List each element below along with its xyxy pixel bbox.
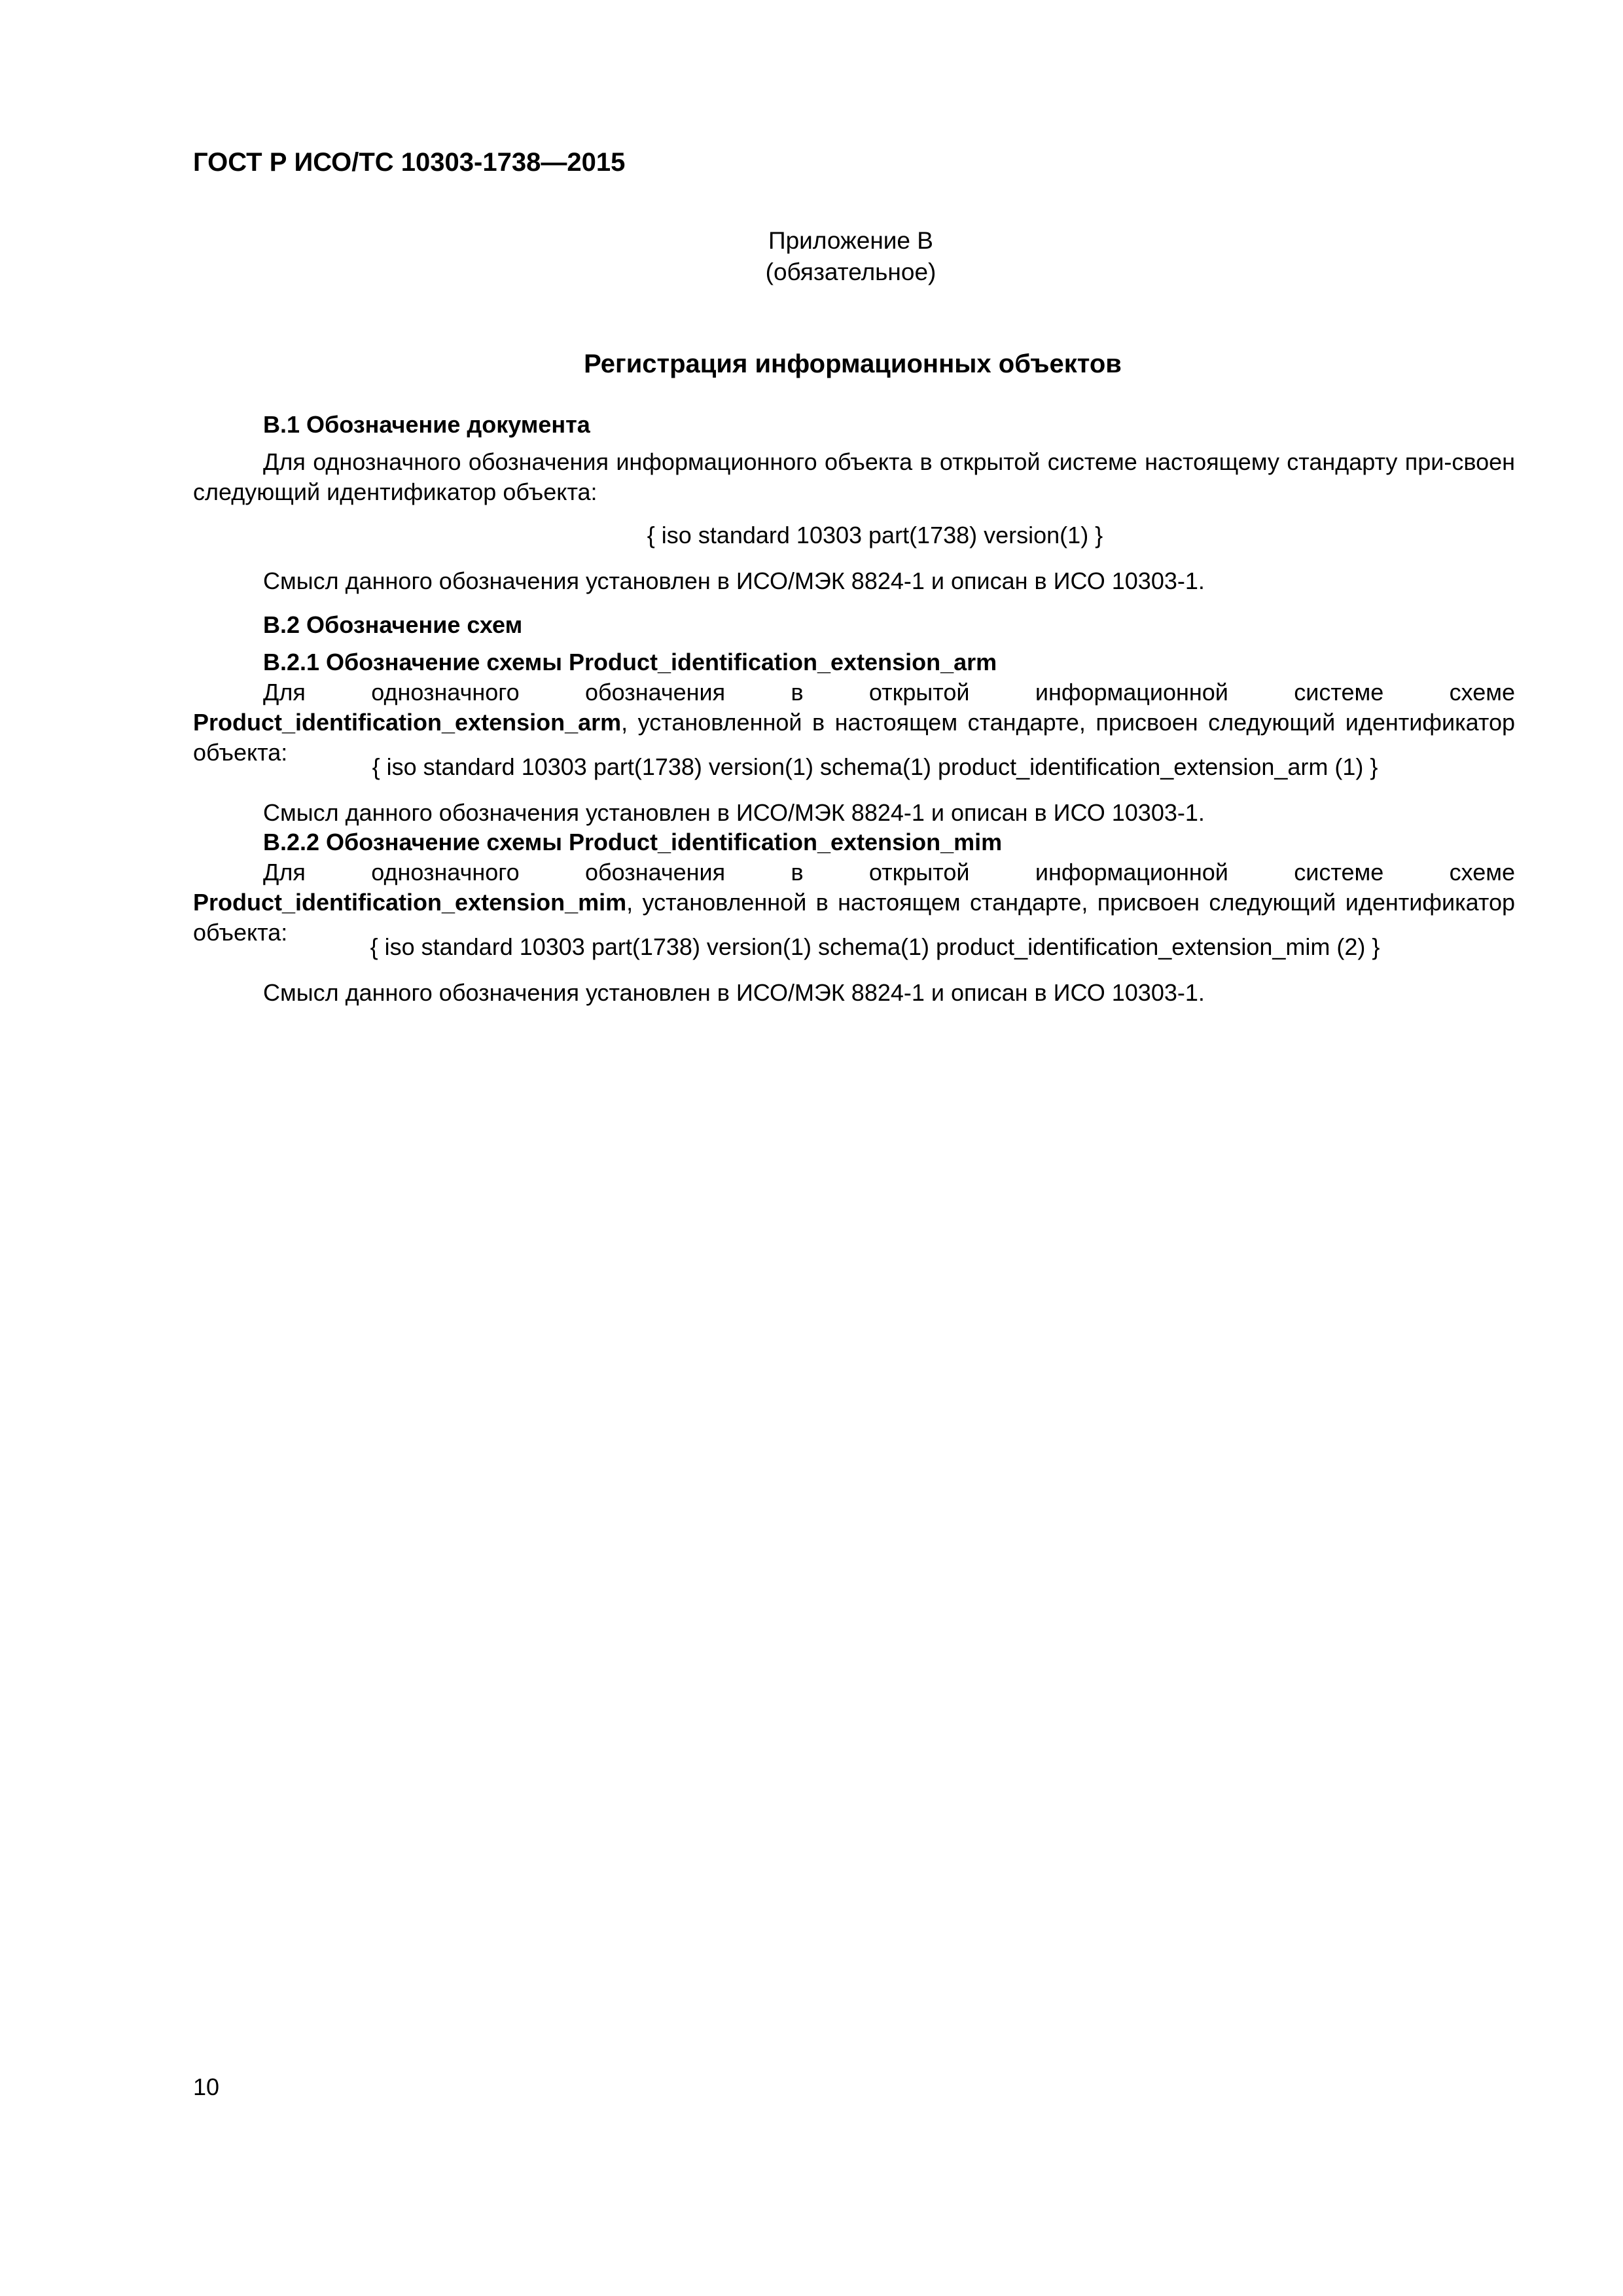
section-b22-identifier-block [193, 932, 1515, 962]
standard-code-header: ГОСТ Р ИСО/ТС 10303-1738—2015 [193, 148, 626, 177]
object-identifier: { iso standard 10303 part(1738) version(1) } [647, 522, 1103, 548]
paragraph-end: , установленной в настоящем стандарте, присвоен следующий идентификатор объекта: [193, 889, 1515, 946]
paragraph-end: , установленной в настоящем стандарте, присвоен следующий идентификатор объекта: [193, 709, 1515, 766]
section-b22 [193, 827, 1515, 948]
section-note: Смысл данного обозначения установлен в ИСО/МЭК 8824-1 и описан в ИСО 10303-1. [263, 979, 1205, 1006]
appendix-status: (обязательное) [765, 259, 936, 285]
schema-name: Product_identification_extension_arm [193, 709, 622, 736]
section-note: Смысл данного обозначения установлен в ИСО/МЭК 8824-1 и описан в ИСО 10303-1. [263, 567, 1205, 594]
section-heading: В.2.1 Обозначение схемы Product_identification_extension_arm [263, 649, 997, 675]
section-b1-body [193, 447, 1515, 507]
section-paragraph: Для однозначного обозначения информационного объекта в открытой системе настоящему стандарту при-своен следующий идентификатор объекта: [193, 448, 1515, 505]
schema-name: Product_identification_extension_mim [193, 889, 627, 916]
section-b21-note-block [193, 798, 1515, 828]
page-number: 10 [193, 2073, 220, 2100]
appendix-title: Регистрация информационных объектов [584, 350, 1122, 378]
section-heading: В.2.2 Обозначение схемы Product_identification_extension_mim [263, 829, 1003, 855]
object-identifier: { iso standard 10303 part(1738) version(1) schema(1) product_identification_extension_arm (1) } [372, 753, 1378, 780]
section-b1-identifier-block [193, 520, 1515, 550]
section-b1-note-block [193, 566, 1515, 596]
section-b21 [193, 647, 1515, 768]
section-note: Смысл данного обозначения установлен в ИСО/МЭК 8824-1 и описан в ИСО 10303-1. [263, 799, 1205, 826]
section-heading: В.1 Обозначение документа [263, 411, 590, 438]
section-b1 [193, 410, 1515, 440]
section-b21-identifier-block [193, 752, 1515, 782]
object-identifier: { iso standard 10303 part(1738) version(1) schema(1) product_identification_extension_mim (2) } [370, 933, 1380, 960]
section-b22-note-block [193, 978, 1515, 1008]
paragraph-start: Для однозначного обозначения в открытой информационной системе схеме [263, 679, 1515, 706]
paragraph-start: Для однозначного обозначения в открытой информационной системе схеме [263, 859, 1515, 886]
section-b2 [193, 610, 1515, 640]
appendix-label: Приложение В [768, 227, 933, 254]
section-heading: В.2 Обозначение схем [263, 611, 523, 638]
